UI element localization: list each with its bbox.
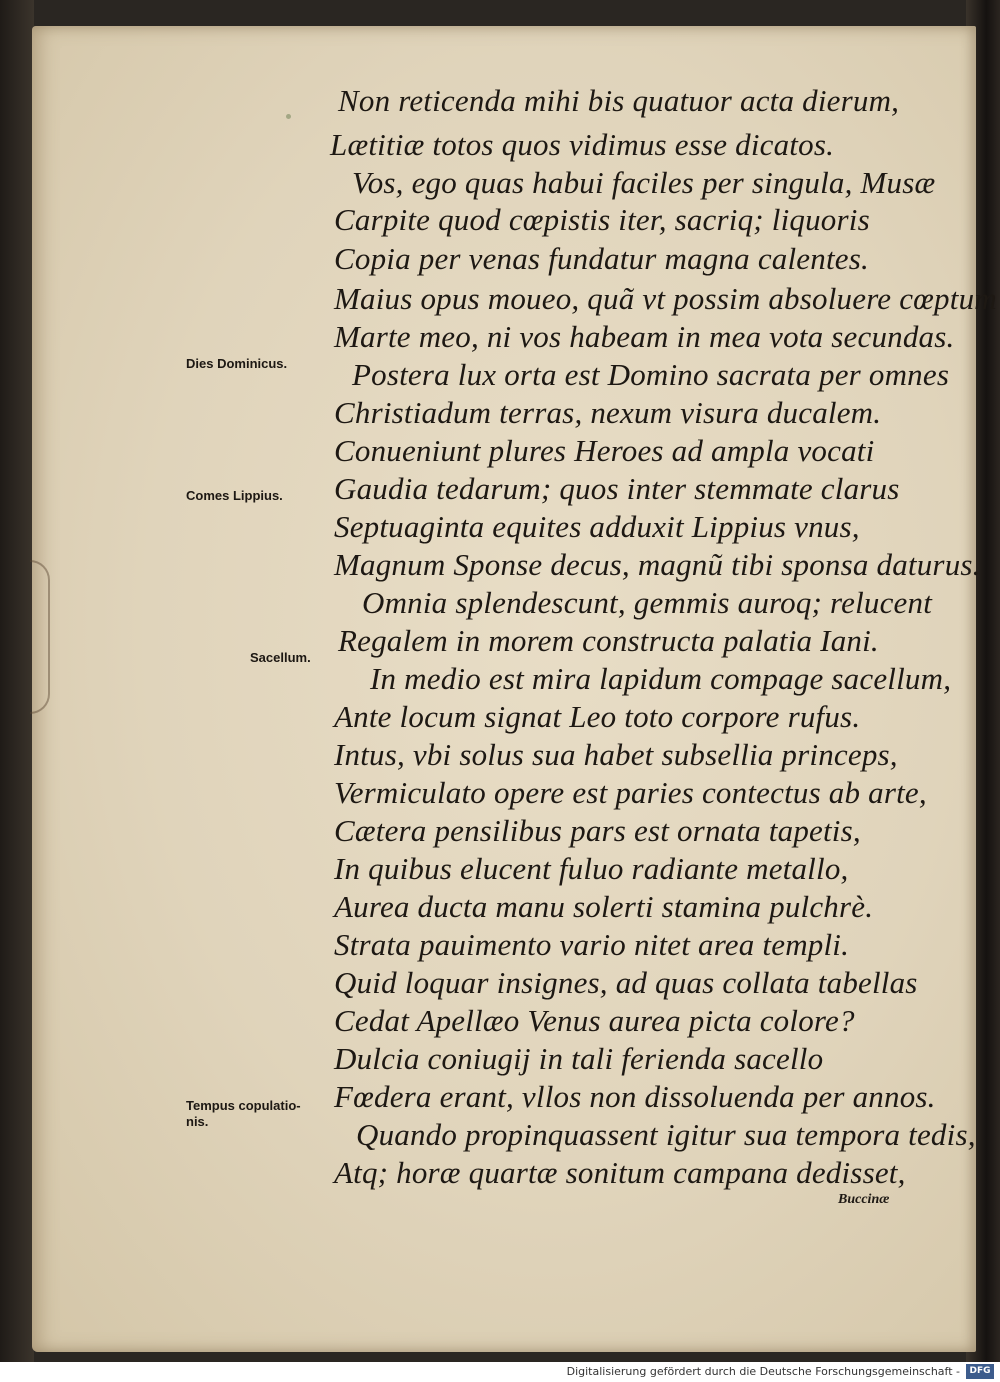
- margin-note-tempus-copulationis-cont: nis.: [186, 1114, 209, 1129]
- margin-note-tempus-copulationis: Tempus copulatio-: [186, 1098, 301, 1113]
- footer-credit-text: Digitalisierung gefördert durch die Deutsche Forschungsgemeinschaft -: [566, 1365, 960, 1378]
- verse-line: Intus, vbi solus sua habet subsellia princeps,: [334, 737, 898, 772]
- verse-line: Cætera pensilibus pars est ornata tapetis,: [334, 813, 861, 848]
- verse-line: Marte meo, ni vos habeam in mea vota secundas.: [334, 319, 955, 354]
- verse-line: Quando propinquassent igitur sua tempora tedis,: [356, 1117, 976, 1152]
- page-fold-mark: [30, 560, 50, 714]
- verse-line: Gaudia tedarum; quos inter stemmate clarus: [334, 471, 900, 506]
- verse-line: In quibus elucent fuluo radiante metallo,: [334, 851, 849, 886]
- verse-line: Copia per venas fundatur magna calentes.: [334, 241, 869, 276]
- verse-line: Fœdera erant, vllos non dissoluenda per annos.: [334, 1079, 936, 1114]
- verse-line: In medio est mira lapidum compage sacellum,: [370, 661, 952, 696]
- verse-line: Atq; horæ quartæ sonitum campana dedisset,: [334, 1155, 906, 1190]
- digitization-footer: [0, 1362, 1000, 1382]
- left-book-edge: [0, 0, 34, 1362]
- verse-line: Quid loquar insignes, ad quas collata tabellas: [334, 965, 918, 1000]
- verse-line: Septuaginta equites adduxit Lippius vnus,: [334, 509, 860, 544]
- margin-note-dies-dominicus: Dies Dominicus.: [186, 356, 288, 371]
- verse-line: Conueniunt plures Heroes ad ampla vocati: [334, 433, 875, 468]
- verse-line: Vos, ego quas habui faciles per singula, Musæ: [352, 165, 936, 200]
- verse-line: Strata pauimento vario nitet area templi.: [334, 927, 850, 962]
- verse-line: Dulcia coniugij in tali ferienda sacello: [334, 1041, 824, 1076]
- verse-line: Magnum Sponse decus, magnũ tibi sponsa daturus.: [334, 547, 981, 582]
- verse-line: Non reticenda mihi bis quatuor acta dierum,: [338, 83, 900, 118]
- verse-line: Lætitiæ totos quos vidimus esse dicatos.: [330, 127, 835, 162]
- verse-line: Aurea ducta manu solerti stamina pulchrè.: [334, 889, 874, 924]
- verse-line: Postera lux orta est Domino sacrata per omnes: [352, 357, 950, 392]
- verse-line: Regalem in morem constructa palatia Iani.: [338, 623, 879, 658]
- margin-note-comes-lippius: Comes Lippius.: [186, 488, 283, 503]
- dfg-logo: DFG: [966, 1364, 994, 1379]
- verse-line: Cedat Apellæo Venus aurea picta colore?: [334, 1003, 855, 1038]
- verse-line: Vermiculato opere est paries contectus ab arte,: [334, 775, 927, 810]
- catchword: Buccinæ: [838, 1192, 890, 1207]
- page-speck: [286, 114, 291, 119]
- verse-line: Carpite quod cœpistis iter, sacriq; liquoris: [334, 202, 870, 237]
- margin-note-sacellum: Sacellum.: [250, 650, 311, 665]
- verse-line: Maius opus moueo, quã vt possim absoluere cœptum: [334, 281, 997, 316]
- verse-line: Ante locum signat Leo toto corpore rufus.: [334, 699, 861, 734]
- verse-line: Omnia splendescunt, gemmis auroq; relucent: [362, 585, 933, 620]
- verse-line: Christiadum terras, nexum visura ducalem.: [334, 395, 882, 430]
